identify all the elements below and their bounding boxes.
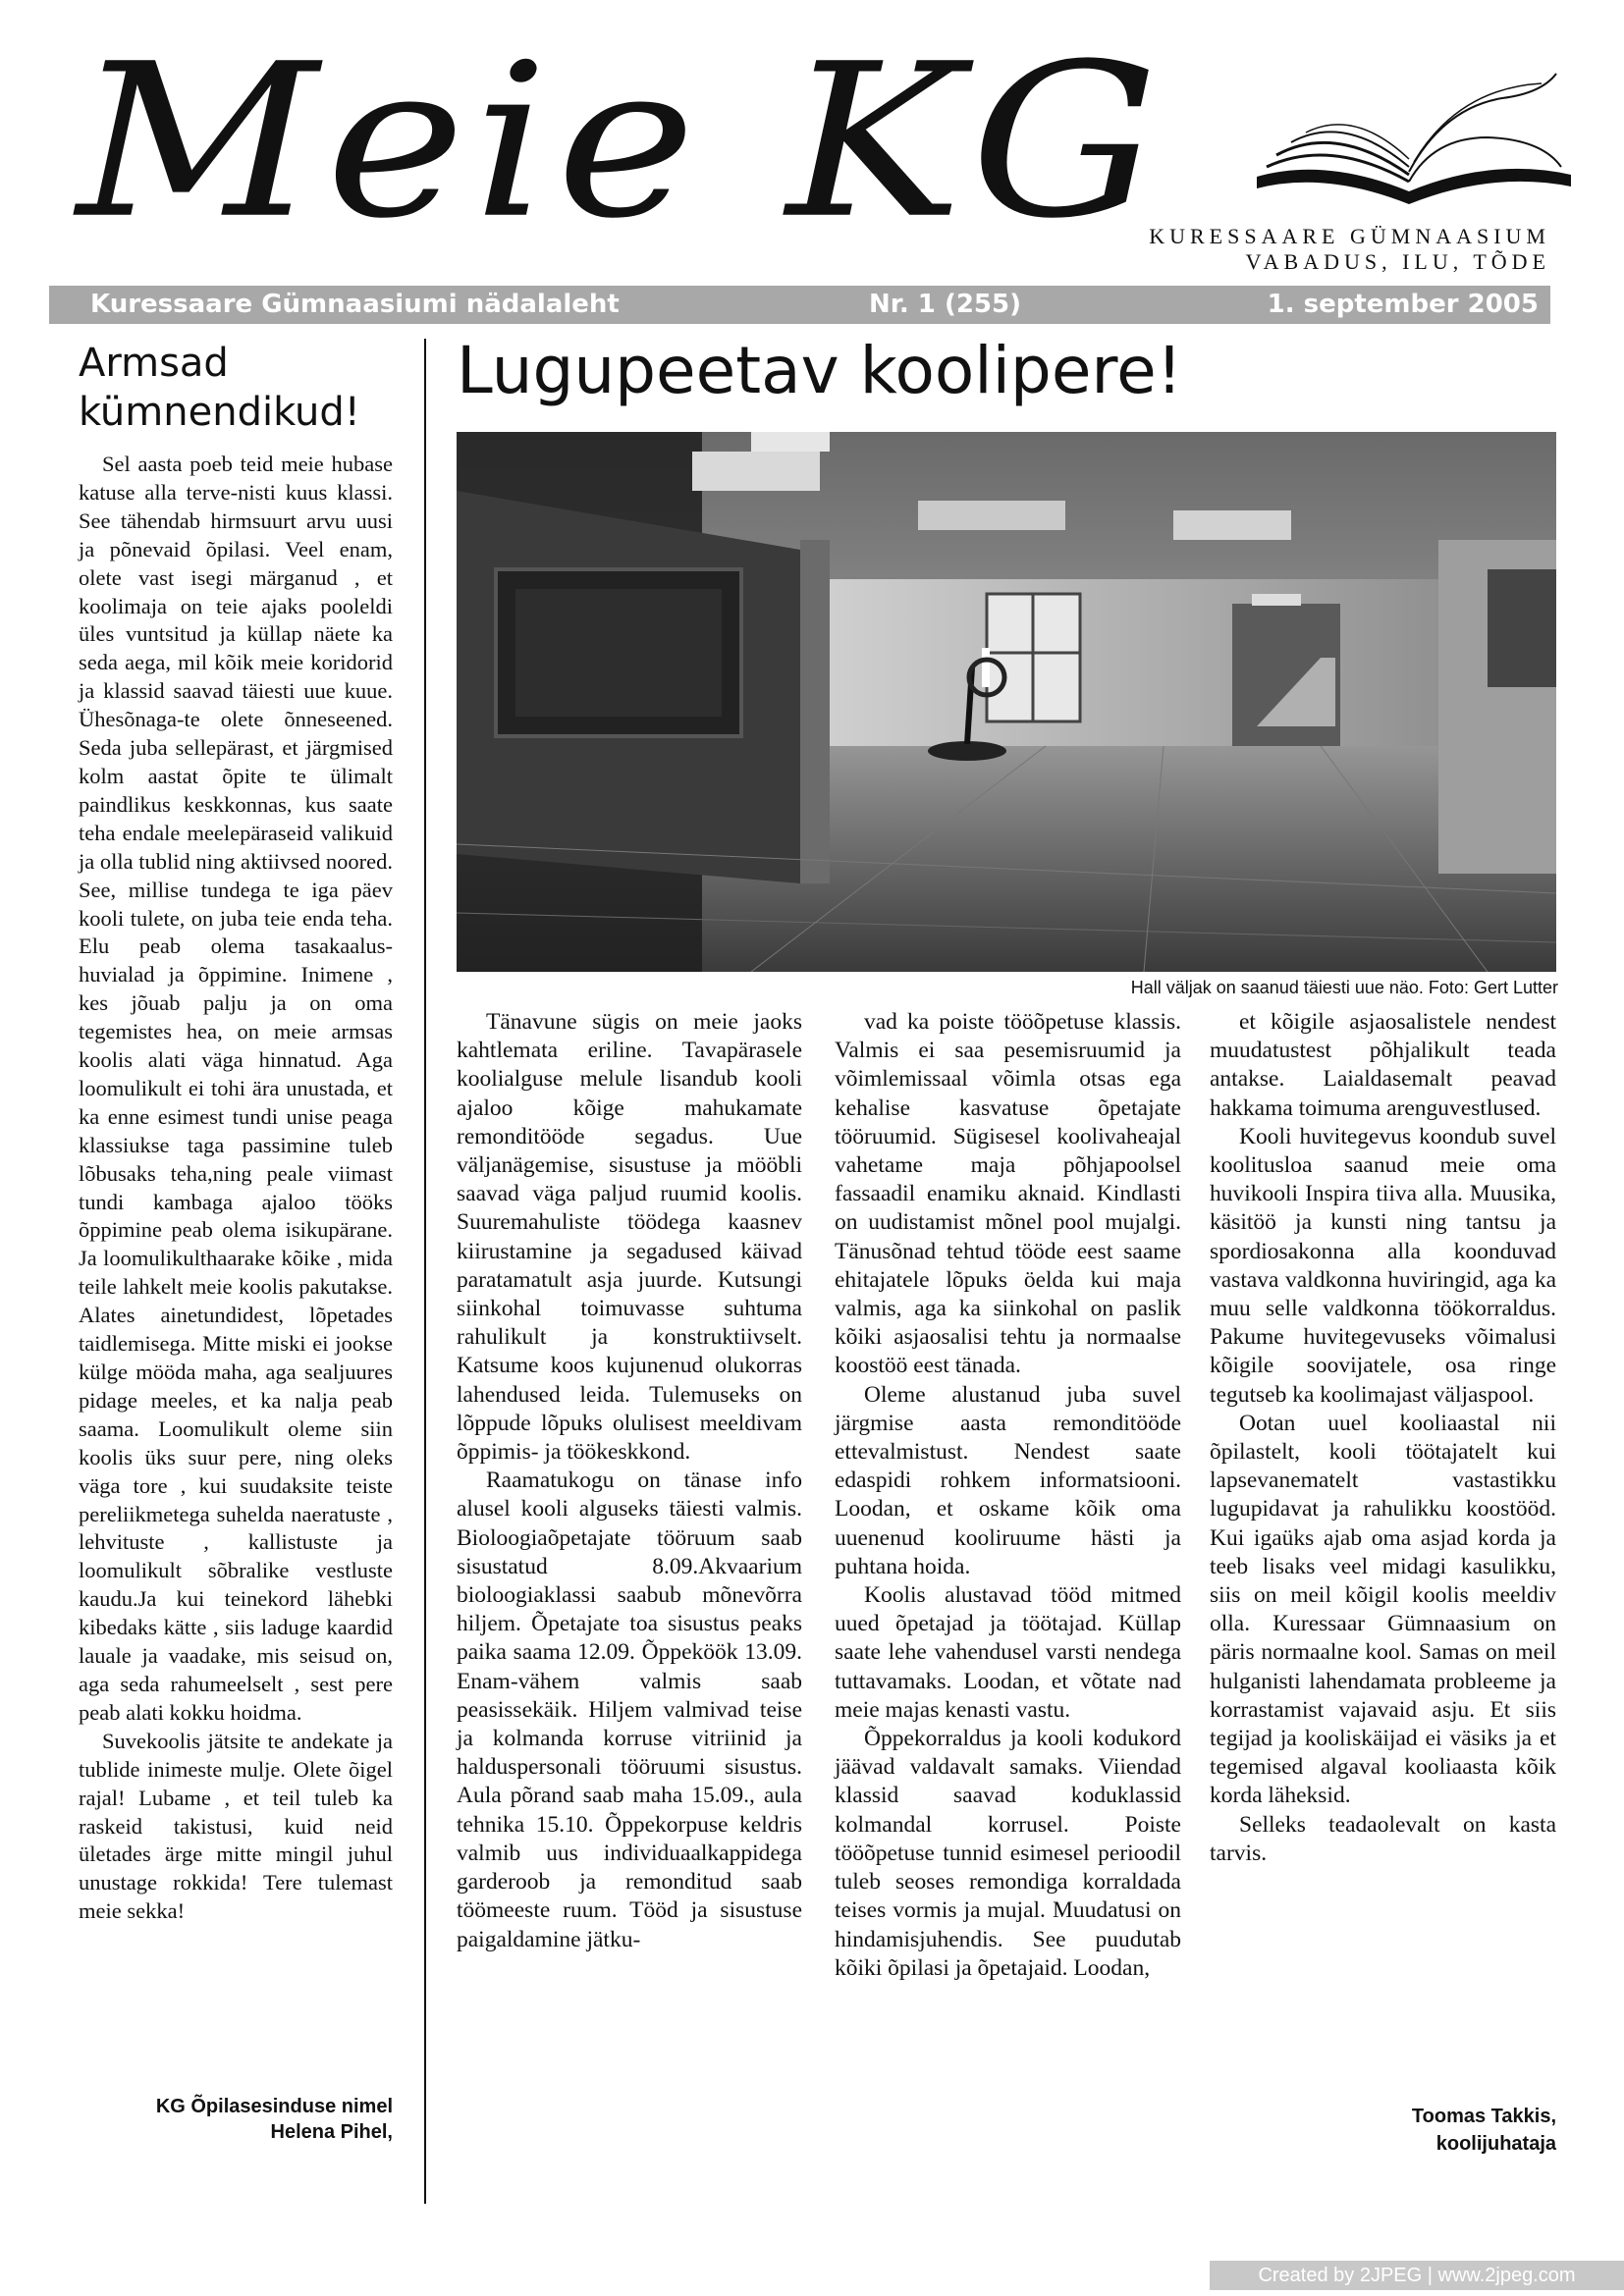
article-paragraph: Kooli huvitegevus koondub suvel koolitusloa saanud meie oma huvikooli Inspira tiiva alla. Muusika, käsitöö ja kunsti ning tantsu ja spordiosakonna alla koonduvad vastava valdkonna huviringid, aga ka muu selle valdkonna töökorraldus. Pakume huvitegevuseks võimalusi kõigile soovijatele, osa ringe tegutseb ka koolimajast väljaspool. [1210, 1123, 1556, 1408]
issue-date: 1. september 2005 [1267, 290, 1539, 319]
sidebar-article [79, 451, 393, 1926]
main-signature-role: koolijuhataja [1435, 2133, 1556, 2155]
issue-number: Nr. 1 (255) [869, 290, 1021, 319]
watermark: Created by 2JPEG | www.2jpeg.com [1210, 2261, 1624, 2290]
school-motto: VABADUS, ILU, TÕDE [1245, 249, 1550, 274]
info-bar [49, 286, 1550, 324]
article-column-1 [457, 1008, 802, 1954]
column-divider [424, 339, 426, 2204]
sidebar-paragraph: Suvekoolis jätsite te andekate ja tublide inimeste mulje. Olete õigel rajal! Lubame , et teil tuleb ka raskeid takistusi, kuid neid ületades ärge mitte mingil juhul unustage rokkida! Tere tulemast meie sekka! [79, 1728, 393, 1924]
main-signature [1412, 2103, 1556, 2158]
photo-caption: Hall väljak on saanud täiesti uue näo. Foto: Gert Lutter [1130, 978, 1558, 997]
main-headline: Lugupeetav koolipere! [457, 333, 1183, 408]
paper-description: Kuressaare Gümnaasiumi nädalaleht [90, 290, 620, 319]
article-paragraph: Õppekorraldus ja kooli kodukord jäävad valdavalt samaks. Viiendad klassid saavad koduklassid kolmandal korrusel. Poiste tööõpetuse tunnid esimesel perioodil tuleb seoses remondiga korraldada teises vormis ja mujal. Muudatusi on hindamisjuhendis. See puudutab kõiki õpilasi ja õpetajaid. Loodan, [835, 1726, 1181, 1981]
article-paragraph: Tänavune sügis on meie jaoks kahtlemata eriline. Tavapärasele koolialguse melule lisandub kooli ajaloo kõige mahukamate remonditööde segadus. Uue väljanägemise, sisustuse ja mööbli saavad väga paljud ruumid koolis. Suuremahuliste töödega kaasnev kiirustamine ja segadused käivad paratamatult asja juurde. Kutsungi siinkohal toimuvasse suhtuma rahulikult ja konstruktiivselt. Katsume koos kujunenud olukorras lahendused leida. Tulemuseks on lõppude lõpuks olulisest meeldivam õppimis- ja töökeskkond. [457, 1009, 802, 1466]
article-paragraph: Ootan uuel kooliaastal nii õpilastelt, kooli töötajatelt kui lapsevanematelt vastastikku lugupidavat ja rahulikku koostööd. Kui igaüks ajab oma asjad korda ja teeb lisaks veel midagi kasulikku, siis on meil kõigil koolis meeldiv olla. Kuressaar Gümnaasium on päris normaalne kool. Samas on meil hulganisti lahendamata probleeme ja korrastamist vajavaid asju. Et siis tegijad ja kooliskäijad ei väsiks ja et tegemised algaval kooliaasta kõik korda läheksid. [1210, 1410, 1556, 1809]
sidebar-signature-org: KG Õpilasesinduse nimel [155, 2096, 393, 2117]
article-paragraph: vad ka poiste tööõpetuse klassis. Valmis ei saa pesemisruumid ja võimlemissaal võimla otsas ega kehalise kasvatuse õpetajate tööruumid. Sügisesel koolivaheajal vahetame maja põhjapoolsel fassaadil enamiku aknaid. Kindlasti on uudistamist mõnel pool mujalgi. Tänusõnad tehtud tööde eest saame ehitajatele lõpuks öelda kui maja valmis, aga ka siinkohal on paslik kõiki asjaosalisi tehtu ja normaalse koostöö eest tänada. [835, 1009, 1181, 1379]
article-column-3 [1210, 1008, 1556, 1868]
article-paragraph: Koolis alustavad tööd mitmed uued õpetajad ja töötajad. Küllap saate lehe vahendusel varsti nendega tuttavamaks. Loodan, et võtate nad meie majas kenasti vastu. [835, 1582, 1181, 1723]
masthead-title: Meie KG [77, 18, 1166, 265]
open-book-icon [1247, 69, 1581, 216]
school-name: KURESSAARE GÜMNAASIUM [1149, 224, 1550, 248]
sidebar-paragraph: Sel aasta poeb teid meie hubase katuse alla terve-nisti kuus klassi. See tähendab hirmsuurt arvu uusi ja põnevaid õpilasi. Veel enam, olete vast isegi märganud , et koolimaja on teie ajaks pooleldi üles vuntsitud ja küllap näete ka seda aega, mil kõik meie koridorid ja klassid saavad täiesti uue kuue. Ühesõnaga-te olete õnneseened. Seda juba sellepärast, et järgmised kolm aastat õpite te ülimalt paindlikus keskkonnas, kus saate teha endale meelepäraseid valikuid ja olla tublid ning aktiivsed noored. See, millise tundega te iga päev kooli tulete, on juba teie enda teha. Elu peab olema tasakaalus-huvialad ja õppimine. Inimene , kes jõuab palju ja on oma tegemistes hea, on meie armsas koolis alati väga hinnatud. Aga loomulikult ei tohi ära unustada, et ka enne esimest tundi unise peaga klassiukse taga passimine tuleb lõbusaks teha,ning peale viimast tundi kambaga ajaloo tööks õppimine peab olema isikupärane. Ja loomulikulthaarake kõike , mida teile lahkelt meie koolis pakutakse. Alates ainetundidest, lõpetades taidlemisega. Mitte miski ei jookse külge mööda maha, aga sealjuures pidage meeles, et ka nalja peab saama. Loomulikult oleme siin koolis üks suur pere, ning oleks väga tore , kui suudaksite teiste pereliikmetega suhelda naeratuste , lehvituste , kallistuste ja loomulikult sõbralike vestluste kaudu.Ja kui teinekord lähebki kibedaks kätte , siis laduge kaardid lauale ja vaadake, mis seisud on, aga seda rahumeelselt , sest pere peab alati kokku hoidma. [79, 452, 393, 1725]
article-paragraph: et kõigile asjaosalistele nendest muudatustest põhjalikult teada antakse. Laialdasemalt peavad hakkama toimuma arenguvestlused. [1210, 1009, 1556, 1121]
sidebar-signature-name: Helena Pihel, [270, 2121, 393, 2143]
article-paragraph: Oleme alustanud juba suvel järgmise aasta remonditööde ettevalmistust. Nendest saate edaspidi rohkem informatsiooni. Loodan, et oskame kõik oma uuenenud kooliruume hästi ja puhtana hoida. [835, 1381, 1181, 1579]
article-column-2 [835, 1008, 1181, 1983]
article-paragraph: Selleks teadaolevalt on kasta tarvis. [1210, 1811, 1556, 1866]
hall-photo [457, 432, 1556, 972]
sidebar-heading: Armsad kümnendikud! [79, 341, 360, 435]
main-signature-name: Toomas Takkis, [1411, 2106, 1556, 2127]
article-paragraph: Raamatukogu on tänase info alusel kooli alguseks täiesti valmis. Bioloogiaõpetajate tööruum saab sisustatud 8.09.Akvaarium bioloogiaklassi saabub mõnevõrra hiljem. Õpetajate toa sisustus peaks paika saama 12.09. Õppeköök 13.09. Enam-vähem valmis saab peasissekäik. Hiljem valmivad teise ja kolmanda korruse vitriinid ja halduspersonali tööruumi sisustus. Aula põrand saab maha 15.09., aula tehnika 15.10. Õppekorpuse keldris valmib uus individuaalkappidega garderoob ja remonditud saab töömeeste ruum. Tööd ja sisustuse paigaldamine jätku- [457, 1468, 802, 1952]
sidebar-signature [79, 2094, 393, 2145]
